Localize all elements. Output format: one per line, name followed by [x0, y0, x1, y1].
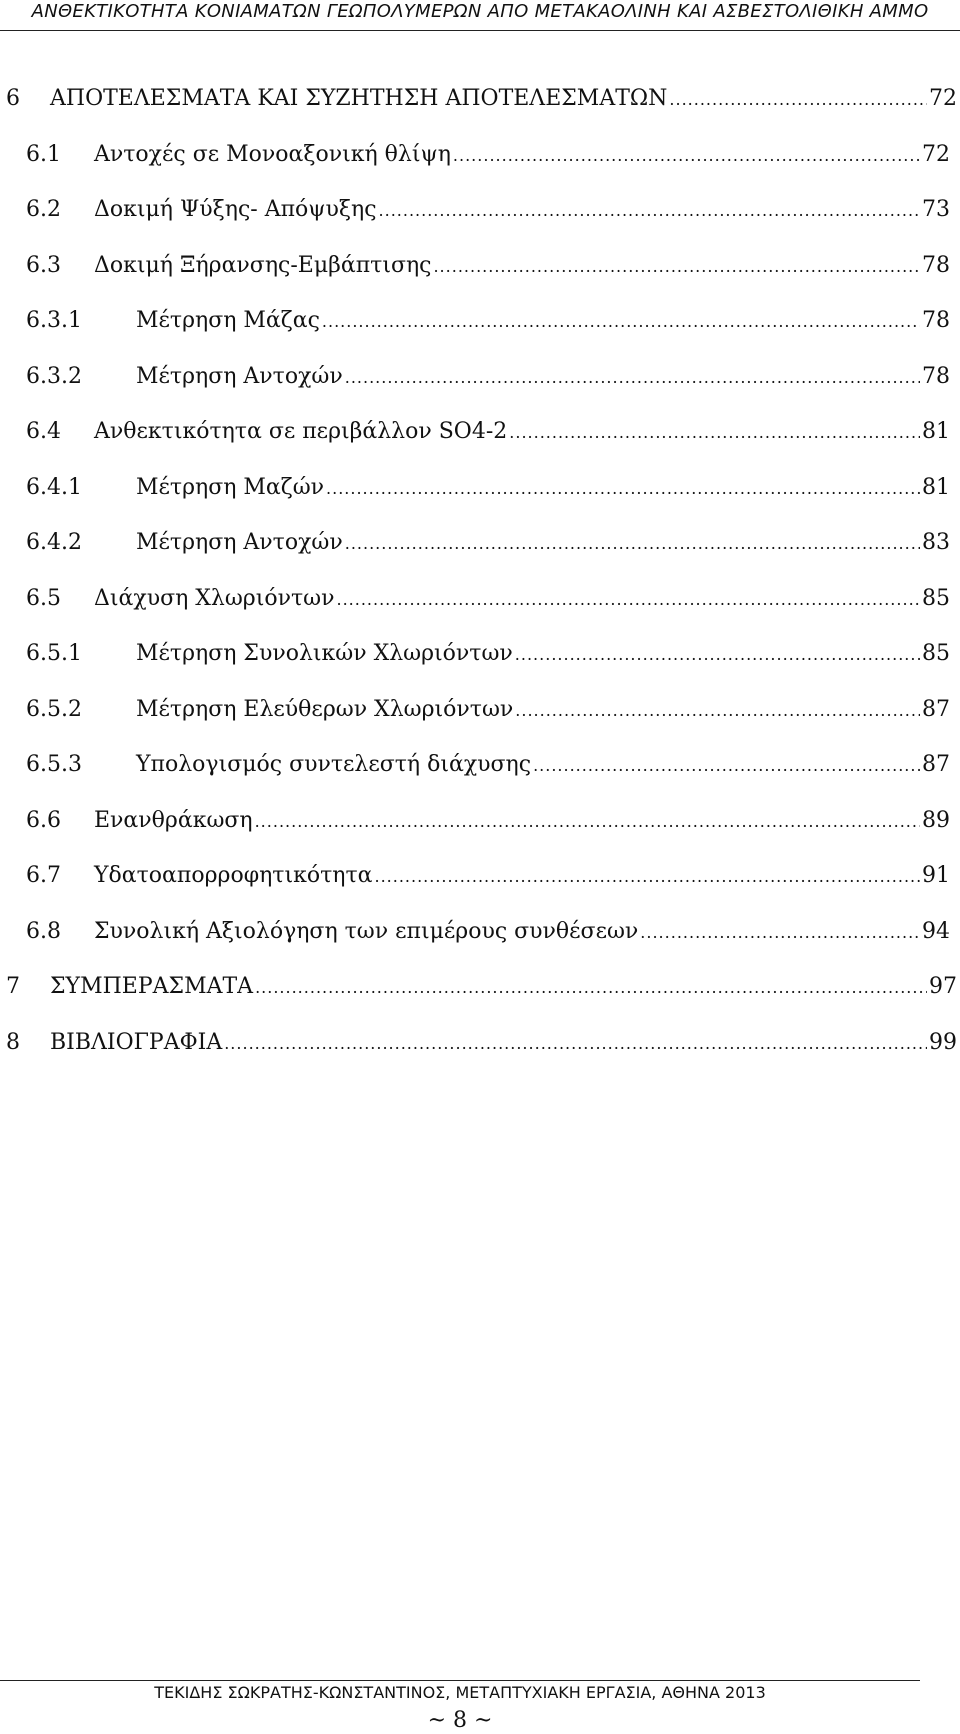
- running-header: ΑΝΘΕΚΤΙΚΟΤΗΤΑ ΚΟΝΙΑΜΑΤΩΝ ΓΕΩΠΟΛΥΜΕΡΩΝ ΑΠΟ ΜΕΤΑΚΑΟΛΙΝΗ ΚΑΙ ΑΣΒΕΣΤΟΛΙΘΙΚΗ ΑΜΜΟ: [31, 1, 929, 22]
- toc-entry-number: 6: [6, 86, 20, 111]
- footer-author-line: ΤΕΚΙΔΗΣ ΣΩΚΡΑΤΗΣ-ΚΩΝΣΤΑΝΤΙΝΟΣ, ΜΕΤΑΠΤΥΧΙΑΚΗ ΕΡΓΑΣΙΑ, ΑΘΗΝΑ 2013: [154, 1683, 766, 1702]
- toc-entry-title: Δοκιμή Ψύξης- Απόψυξης: [94, 197, 377, 222]
- page-number: ~ 8 ~: [427, 1708, 493, 1733]
- toc-dot-leader: [374, 862, 920, 892]
- toc-entry-number: 6.5.1: [26, 641, 82, 666]
- toc-entry-page: 97: [929, 974, 957, 999]
- toc-entry-title: Υπολογισμός συντελεστή διάχυσης: [136, 752, 532, 777]
- toc-entry-number: 6.7: [26, 863, 61, 888]
- toc-dot-leader: [255, 807, 920, 837]
- toc-entry-title: Ανθεκτικότητα σε περιβάλλον SO4-2: [94, 419, 508, 444]
- toc-entry-title: Υδατοαπορροφητικότητα: [94, 863, 373, 888]
- toc-entry[interactable]: [0, 84, 960, 114]
- toc-entry[interactable]: [0, 473, 960, 503]
- toc-entry-title: Αντοχές σε Μονοαξονική θλίψη: [94, 141, 451, 167]
- toc-entry[interactable]: [0, 861, 960, 891]
- toc-entry-number: 7: [6, 974, 20, 999]
- toc-dot-leader: [345, 529, 920, 559]
- toc-entry-page: 81: [922, 474, 950, 500]
- toc-dot-leader: [515, 640, 920, 670]
- toc-entry-title: Μέτρηση Μάζας: [136, 308, 320, 333]
- toc-entry[interactable]: [0, 417, 960, 447]
- toc-entry[interactable]: [0, 195, 960, 225]
- toc-entry[interactable]: [0, 1028, 960, 1058]
- toc-entry[interactable]: [0, 806, 960, 836]
- toc-entry-title: Μέτρηση Ελεύθερων Χλωριόντων: [136, 696, 514, 722]
- toc-dot-leader: [515, 696, 920, 726]
- toc-entry-title: Δοκιμή Ξήρανσης-Εμβάπτισης: [94, 252, 432, 278]
- toc-entry-title: Διάχυση Χλωριόντων: [94, 585, 335, 611]
- toc-entry-title: Συνολική Αξιολόγηση των επιμέρους συνθέσεων: [94, 918, 639, 944]
- toc-entry-page: 85: [922, 585, 950, 611]
- toc-entry-page: 89: [922, 807, 950, 833]
- toc-dot-leader: [336, 585, 920, 615]
- toc-entry-title: ΣΥΜΠΕΡΑΣΜΑΤΑ: [50, 974, 254, 999]
- toc-entry-number: 6.5.3: [26, 752, 82, 777]
- toc-dot-leader: [322, 307, 920, 337]
- toc-dot-leader: [509, 418, 920, 448]
- toc-entry-number: 6.2: [26, 197, 61, 222]
- toc-entry-title: Ενανθράκωση: [94, 807, 253, 833]
- toc-entry-title: ΑΠΟΤΕΛΕΣΜΑΤΑ ΚΑΙ ΣΥΖΗΤΗΣΗ ΑΠΟΤΕΛΕΣΜΑΤΩΝ: [50, 86, 668, 111]
- toc-entry-number: 6.4: [26, 419, 61, 444]
- toc-entry-number: 6.3: [26, 252, 61, 278]
- toc-entry-number: 6.8: [26, 918, 61, 944]
- toc-entry[interactable]: [0, 251, 960, 281]
- toc-entry-page: 91: [922, 863, 950, 888]
- toc-entry-page: 73: [922, 197, 950, 222]
- toc-entry-page: 78: [922, 308, 950, 333]
- toc-entry-number: 6.5: [26, 585, 61, 611]
- toc-entry[interactable]: [0, 750, 960, 780]
- toc-entry[interactable]: [0, 528, 960, 558]
- toc-entry-title: Μέτρηση Αντοχών: [136, 363, 343, 389]
- toc-entry[interactable]: [0, 972, 960, 1002]
- toc-entry-title: Μέτρηση Συνολικών Χλωριόντων: [136, 641, 513, 666]
- toc-entry-page: 87: [922, 696, 950, 722]
- toc-entry[interactable]: [0, 306, 960, 336]
- toc-entry[interactable]: [0, 584, 960, 614]
- toc-entry-page: 83: [922, 530, 950, 555]
- toc-entry[interactable]: [0, 917, 960, 947]
- toc-entry-number: 6.4.1: [26, 474, 82, 500]
- toc-entry-page: 94: [922, 918, 950, 944]
- toc-dot-leader: [379, 196, 920, 226]
- toc-dot-leader: [453, 141, 920, 171]
- toc-dot-leader: [669, 85, 927, 115]
- toc-dot-leader: [255, 973, 927, 1003]
- toc-entry[interactable]: [0, 639, 960, 669]
- toc-entry-number: 8: [6, 1029, 20, 1055]
- toc-entry-number: 6.6: [26, 807, 61, 833]
- toc-dot-leader: [224, 1029, 927, 1059]
- toc-entry-number: 6.4.2: [26, 530, 82, 555]
- header-divider: [0, 30, 960, 31]
- toc-entry-page: 72: [929, 86, 957, 111]
- toc-entry-page: 99: [929, 1029, 957, 1055]
- toc-entry-page: 85: [922, 641, 950, 666]
- toc-entry-page: 72: [922, 141, 950, 167]
- toc-dot-leader: [533, 751, 920, 781]
- footer-divider: [0, 1680, 920, 1681]
- toc-dot-leader: [433, 252, 920, 282]
- toc-entry-number: 6.5.2: [26, 696, 82, 722]
- toc-entry-number: 6.3.2: [26, 363, 82, 389]
- toc-entry-number: 6.1: [26, 141, 61, 167]
- toc-entry-page: 78: [922, 363, 950, 389]
- toc-entry[interactable]: [0, 140, 960, 170]
- toc-entry-page: 87: [922, 752, 950, 777]
- toc-entry[interactable]: [0, 362, 960, 392]
- toc-entry[interactable]: [0, 695, 960, 725]
- toc-dot-leader: [640, 918, 920, 948]
- toc-dot-leader: [345, 363, 920, 393]
- toc-entry-title: Μέτρηση Αντοχών: [136, 530, 343, 555]
- toc-entry-page: 81: [922, 419, 950, 444]
- toc-entry-number: 6.3.1: [26, 308, 82, 333]
- toc-entry-title: ΒΙΒΛΙΟΓΡΑΦΙΑ: [50, 1029, 223, 1055]
- toc-entry-title: Μέτρηση Μαζών: [136, 474, 325, 500]
- toc-entry-page: 78: [922, 252, 950, 278]
- toc-dot-leader: [326, 474, 920, 504]
